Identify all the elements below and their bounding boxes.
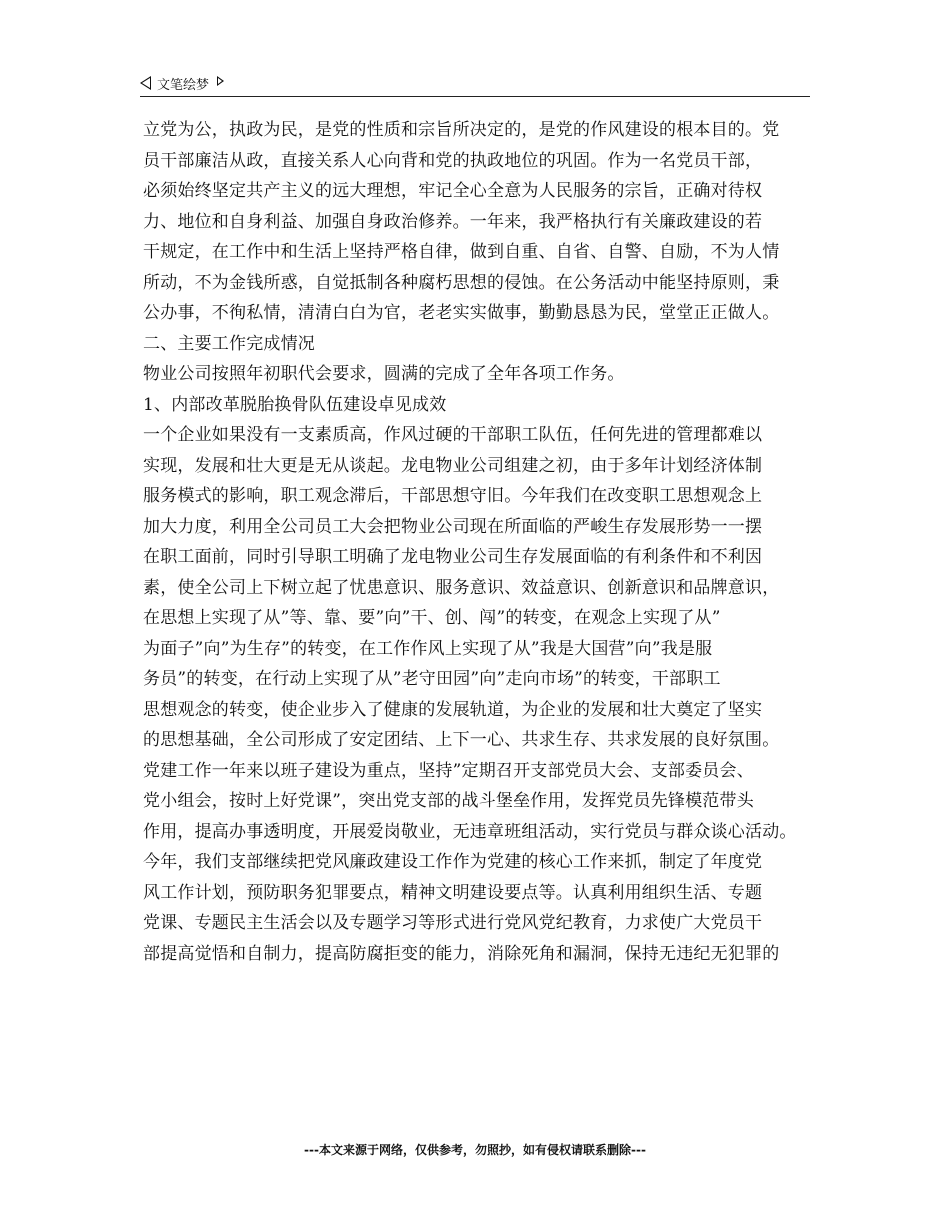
- footer-notice: ---本文来源于网络，仅供参考，勿照抄，如有侵权请联系删除---: [304, 1143, 646, 1157]
- text-line: 为面子”向”为生存”的转变，在工作作风上实现了从”我是大国营”向”我是服: [143, 638, 713, 659]
- text-line: 一个企业如果没有一支素质高，作风过硬的干部职工队伍，任何先进的管理都难以: [143, 425, 763, 445]
- text-line: 立党为公，执政为民，是党的性质和宗旨所决定的，是党的作风建设的根本目的。党: [143, 120, 780, 140]
- text-line: 党小组会，按时上好党课”，突出党支部的战斗堡垒作用，发挥党员先锋模范带头: [143, 791, 754, 811]
- text-line: 员干部廉洁从政，直接关系人心向背和党的执政地位的巩固。作为一名党员干部，: [143, 150, 763, 171]
- text-line: 力、地位和自身利益、加强自身政治修养。一年来，我严格执行有关廉政建设的若: [143, 211, 763, 232]
- text-line: 必须始终坚定共产主义的远大理想，牢记全心全意为人民服务的宗旨，正确对待权: [143, 181, 763, 201]
- text-line: 服务模式的影响，职工观念滞后，干部思想守旧。今年我们在改变职工思想观念上: [143, 486, 763, 506]
- section-heading: 二、主要工作完成情况: [143, 333, 315, 354]
- page-header: [140, 70, 810, 97]
- text-line: 务员”的转变，在行动上实现了从”老守田园”向”走向市场”的转变，干部职工: [143, 669, 721, 689]
- text-line: 今年，我们支部继续把党风廉政建设工作作为党建的核心工作来抓，制定了年度党: [143, 852, 763, 872]
- text-line: 部提高觉悟和自制力，提高防腐拒变的能力，消除死角和漏洞，保持无违纪无犯罪的: [143, 943, 780, 964]
- text-line: 党建工作一年来以班子建设为重点，坚持”定期召开支部党员大会、支部委员会、: [143, 760, 754, 781]
- triangle-right-icon: [217, 76, 224, 86]
- text-line: 在思想上实现了从”等、靠、要”向”干、创、闯”的转变，在观念上实现了从”: [143, 608, 721, 628]
- text-line: 在职工面前，同时引导职工明确了龙电物业公司生存发展面临的有利条件和不利因: [143, 547, 763, 567]
- text-line: 干规定，在工作中和生活上坚持严格自律，做到自重、自省、自警、自励，不为人情: [143, 242, 780, 262]
- document-body: [143, 115, 815, 969]
- text-line: 思想观念的转变，使企业步入了健康的发展轨道，为企业的发展和壮大奠定了坚实: [143, 699, 763, 720]
- triangle-left-icon: [140, 76, 151, 90]
- text-line: 所动，不为金钱所惑，自觉抵制各种腐朽思想的侵蚀。在公务活动中能坚持原则，秉: [143, 272, 780, 293]
- text-line: 作用，提高办事透明度，开展爱岗敬业，无违章班组活动，实行党员与群众谈心活动。: [143, 821, 797, 842]
- text-line: 的思想基础，全公司形成了安定团结、上下一心、共求生存、共求发展的良好氛围。: [143, 730, 780, 750]
- text-line: 公办事，不徇私情，清清白白为官，老老实实做事，勤勤恳恳为民，堂堂正正做人。: [143, 303, 780, 323]
- text-line: 实现，发展和壮大更是无从谈起。龙电物业公司组建之初，由于多年计划经济体制: [143, 455, 763, 476]
- text-line: 加大力度，利用全公司员工大会把物业公司现在所面临的严峻生存发展形势一一摆: [143, 516, 763, 537]
- text-line: 风工作计划，预防职务犯罪要点，精神文明建设要点等。认真利用组织生活、专题: [143, 882, 763, 903]
- text-line: 党课、专题民主生活会以及专题学习等形式进行党风党纪教育，力求使广大党员干: [143, 913, 763, 933]
- text-line: 素，使全公司上下树立起了忧患意识、服务意识、效益意识、创新意识和品牌意识，: [143, 577, 780, 598]
- subsection-heading: 1、内部改革脱胎换骨队伍建设卓见成效: [143, 394, 447, 415]
- header-title: 文笔绘梦: [157, 77, 210, 93]
- text-line: 物业公司按照年初职代会要求，圆满的完成了全年各项工作务。: [143, 364, 625, 384]
